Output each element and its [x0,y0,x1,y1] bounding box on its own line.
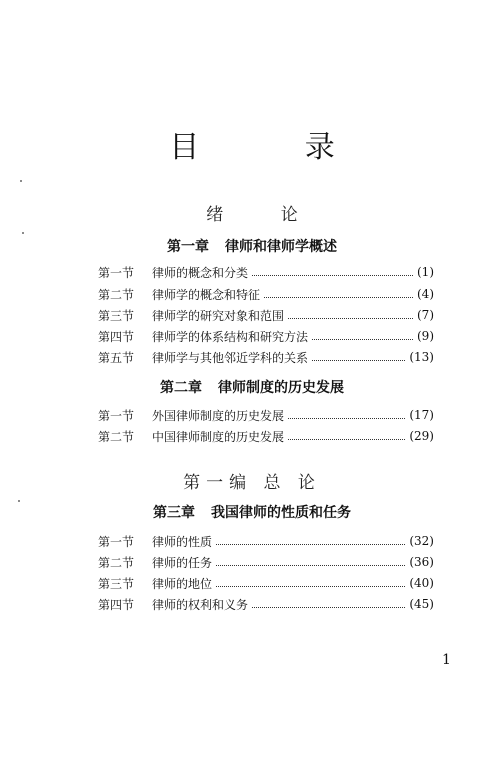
section-page: (9) [417,329,434,343]
page-title: 目 录 [169,130,383,165]
dot-leader [264,297,413,298]
dot-leader [288,418,405,419]
chapter-title: 律师制度的历史发展 [218,380,344,396]
section-title: 律师学的研究对象和范围 [152,308,285,323]
section-title: 律师的性质 [152,534,213,549]
toc-entry[interactable] [98,306,434,324]
section-number: 第五节 [98,350,135,365]
toc-entry[interactable] [98,327,434,345]
section-title: 中国律师制度的历史发展 [152,429,285,444]
toc-entry[interactable] [98,427,434,445]
section-page: (1) [417,265,434,279]
chapter-number: 第二章 [160,380,202,396]
dot-leader [288,318,413,319]
intro-heading: 绪 论 [206,205,324,225]
section-page: (13) [409,350,434,364]
section-number: 第三节 [98,308,135,323]
scan-speck [22,232,24,234]
toc-entry[interactable] [98,285,434,303]
chapter-title: 我国律师的性质和任务 [211,505,351,521]
dot-leader [252,607,405,608]
chapter-heading [0,236,504,256]
section-number: 第一节 [98,534,135,549]
dot-leader [216,586,405,587]
section-number: 第四节 [98,329,135,344]
chapter-number: 第三章 [153,505,195,521]
section-title: 外国律师制度的历史发展 [152,408,285,423]
section-page: (7) [417,308,434,322]
section-number: 第二节 [98,429,135,444]
section-title: 律师学的概念和特征 [152,287,261,302]
section-number: 第一节 [98,408,135,423]
toc-entry[interactable] [98,532,434,550]
dot-leader [288,439,405,440]
part-heading: 第一编 总 论 [183,473,321,493]
toc-entry[interactable] [98,406,434,424]
section-page: (36) [409,555,434,569]
section-page: (29) [409,429,434,443]
page-number: 1 [442,652,451,668]
section-page: (32) [409,534,434,548]
chapter-heading [0,502,504,522]
section-number: 第二节 [98,287,135,302]
dot-leader [216,544,405,545]
toc-entry[interactable] [98,263,434,281]
dot-leader [252,275,413,276]
toc-entry[interactable] [98,348,434,366]
section-title: 律师的概念和分类 [152,265,249,280]
section-page: (45) [409,597,434,611]
section-number: 第三节 [98,576,135,591]
section-title: 律师的任务 [152,555,213,570]
dot-leader [312,339,413,340]
dot-leader [216,565,405,566]
section-title: 律师学的体系结构和研究方法 [152,329,309,344]
scan-speck [18,500,20,502]
toc-entry[interactable] [98,553,434,571]
section-page: (17) [409,408,434,422]
toc-entry[interactable] [98,574,434,592]
section-number: 第二节 [98,555,135,570]
chapter-number: 第一章 [167,239,209,255]
section-title: 律师的地位 [152,576,213,591]
section-page: (40) [409,576,434,590]
toc-entry[interactable] [98,595,434,613]
dot-leader [312,360,405,361]
scan-speck [20,180,22,182]
section-number: 第一节 [98,265,135,280]
chapter-heading [0,377,504,397]
chapter-title: 律师和律师学概述 [225,239,337,255]
section-number: 第四节 [98,597,135,612]
section-page: (4) [417,287,434,301]
section-title: 律师的权利和义务 [152,597,249,612]
section-title: 律师学与其他邻近学科的关系 [152,350,309,365]
